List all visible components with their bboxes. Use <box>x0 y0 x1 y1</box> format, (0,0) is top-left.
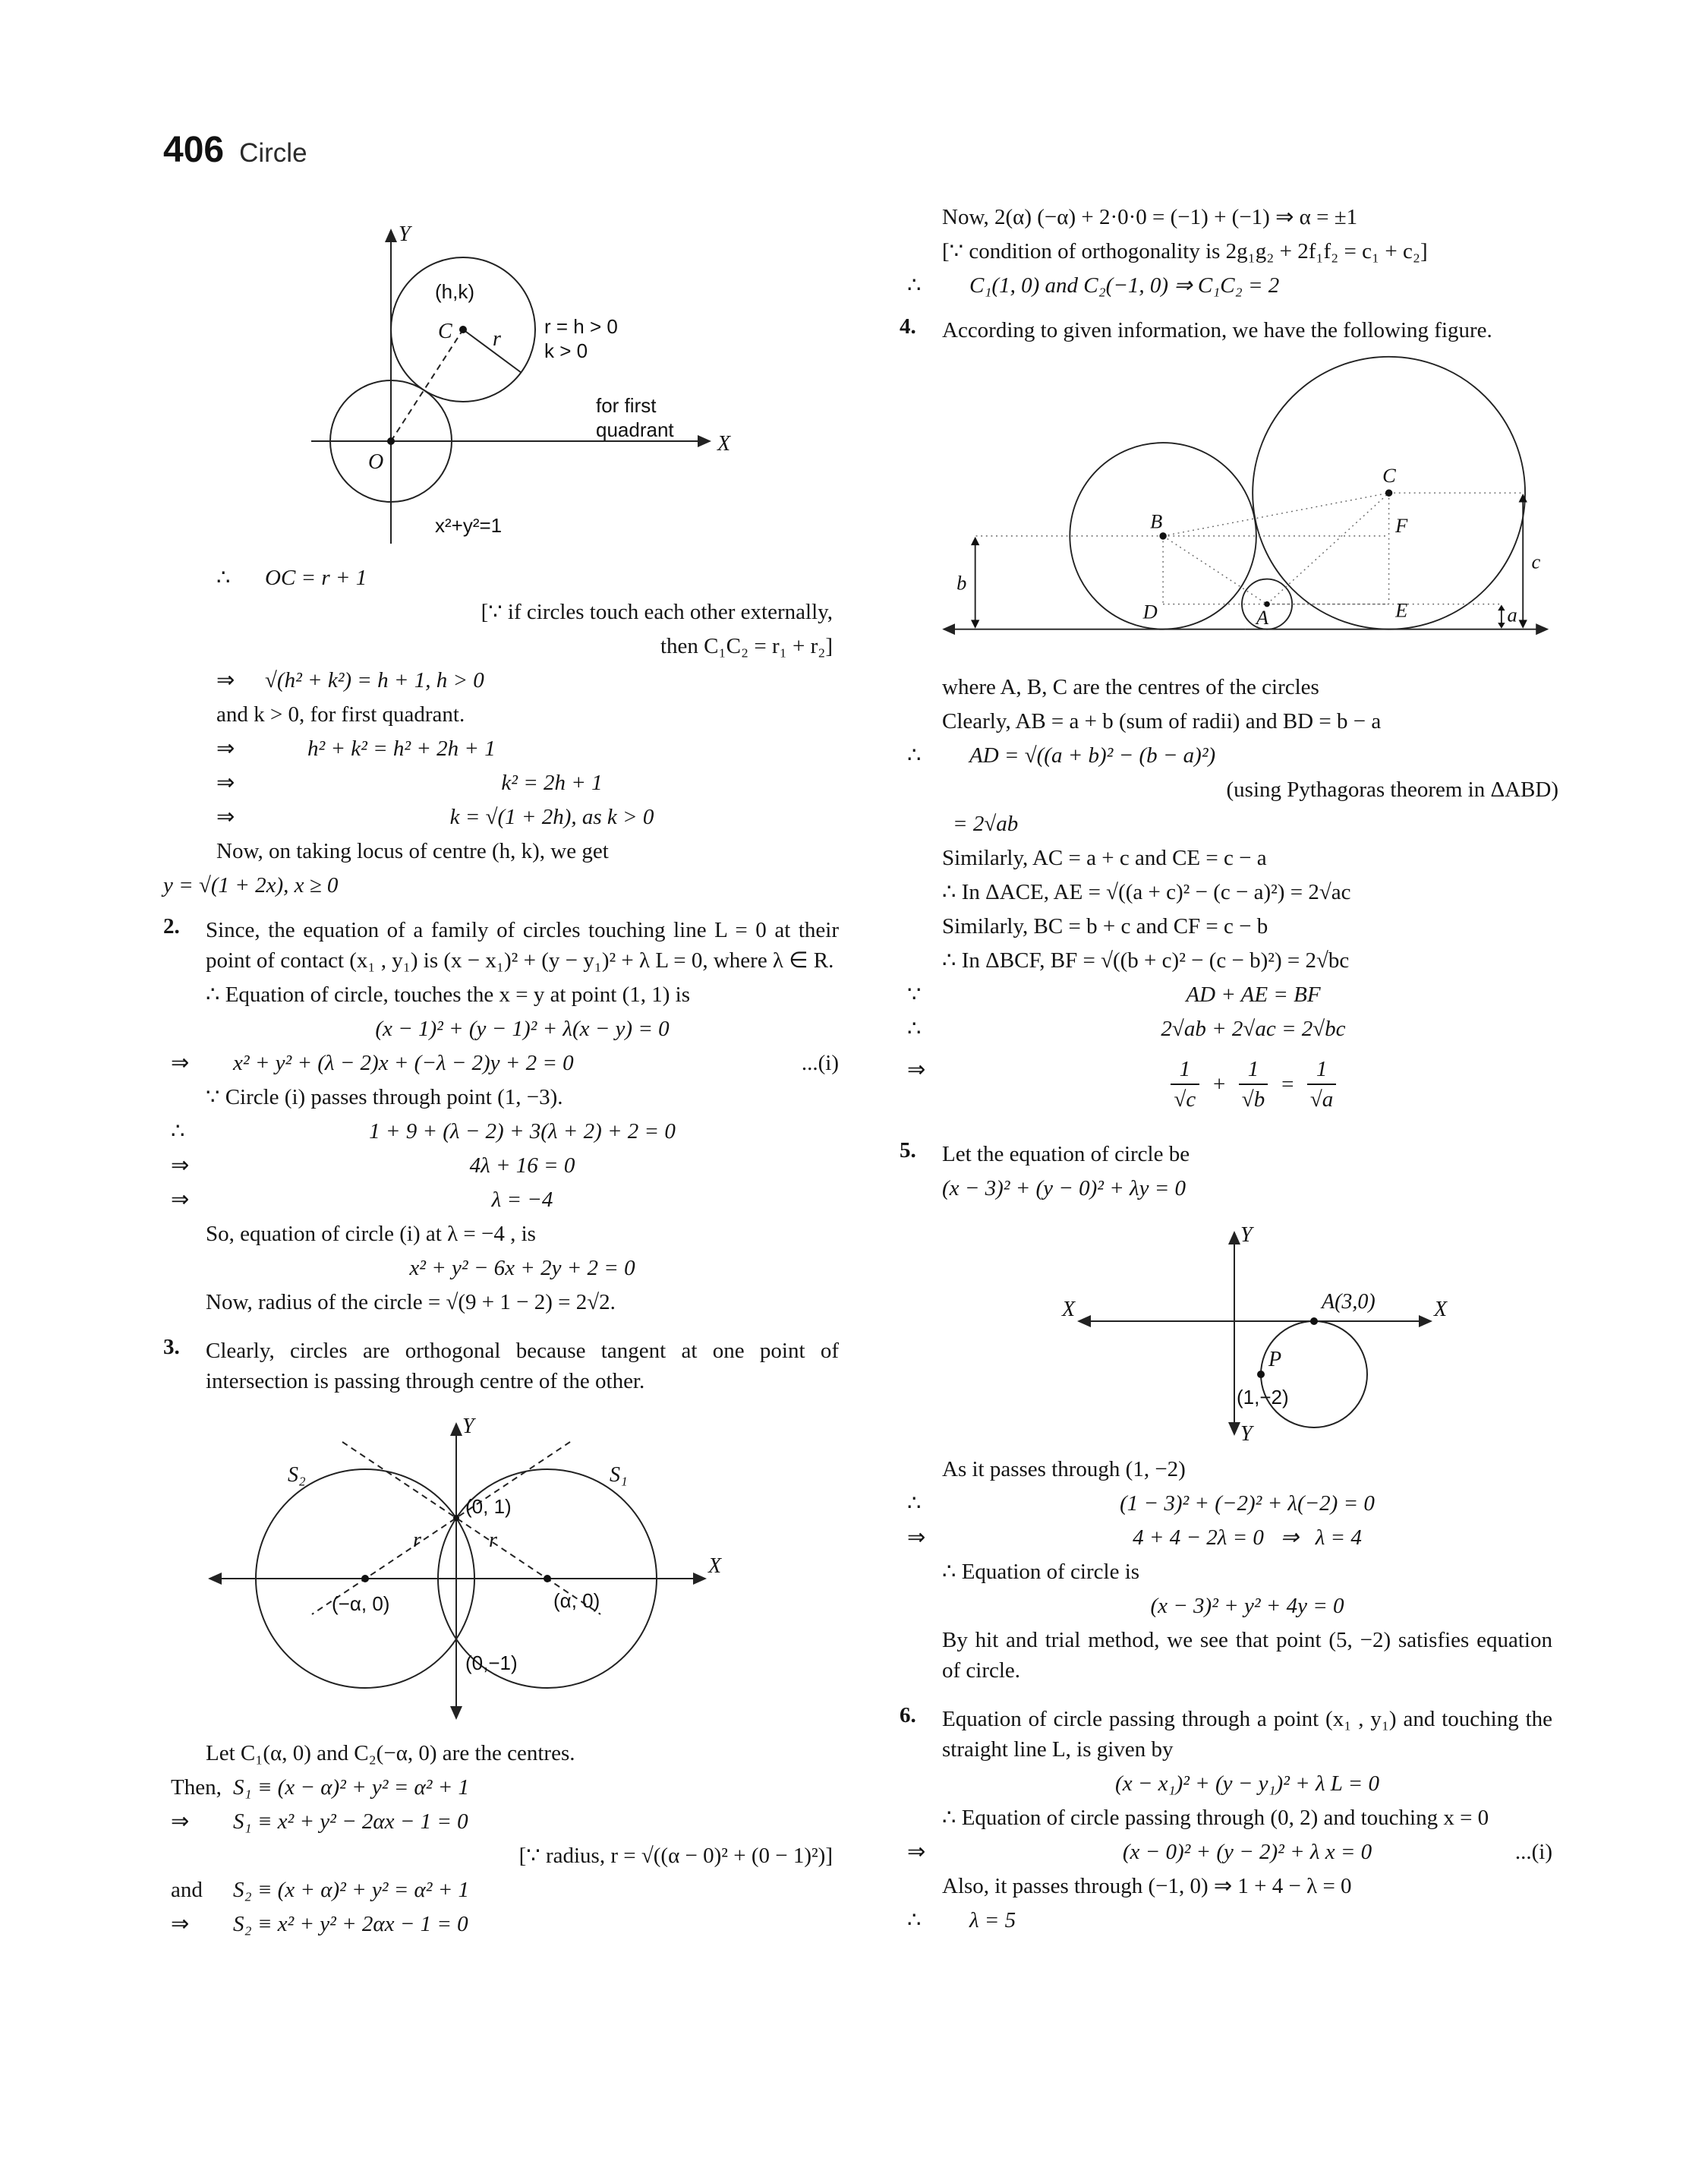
paragraph: ∴ Equation of circle passing through (0, 2) and touching x = 0 <box>942 1806 1489 1830</box>
arrow-a-top <box>1498 605 1505 611</box>
note-first-line: for first <box>596 394 657 417</box>
equation-line <box>216 665 839 696</box>
therefore-marker: ∴ <box>907 1017 922 1041</box>
fraction <box>1307 1055 1337 1114</box>
problem-5 <box>900 1135 1552 1689</box>
y-top-label: Y <box>1240 1223 1253 1247</box>
label-radius-b: b <box>956 571 967 595</box>
paragraph: Clearly, AB = a + b (sum of radii) and BD = b − a <box>942 709 1382 733</box>
centre-coords-label: (h,k) <box>435 280 474 303</box>
problem-2-number: 2. <box>163 914 180 939</box>
point-p-coords: (1,−2) <box>1237 1386 1289 1409</box>
equation-text: AD = √((a + b)² − (b − a)²) <box>969 743 1216 768</box>
denominator: √b <box>1241 1087 1265 1112</box>
centre-c1-dot <box>544 1575 551 1582</box>
s1-label: S₁ <box>610 1463 628 1487</box>
text-line: Now, 2(α) (−α) + 2·0·0 = (−1) + (−1) ⇒ α = ±1 <box>942 205 1358 229</box>
y-bottom-label: Y <box>1240 1422 1253 1446</box>
problem-6 <box>900 1700 1552 1939</box>
equation-text: (1 − 3)² + (−2)² + λ(−2) = 0 <box>1120 1491 1375 1516</box>
implies-marker: ⇒ <box>171 1188 190 1212</box>
centre-c-dot <box>459 326 467 333</box>
condition-r-label: r = h > 0 <box>544 315 618 338</box>
text-line: and k > 0, for first quadrant. <box>216 702 465 727</box>
problem-3-number: 3. <box>163 1335 180 1359</box>
plus-operator: + <box>1212 1072 1227 1096</box>
origin-dot <box>387 437 395 445</box>
equation-line <box>216 563 839 593</box>
problem-4-number: 4. <box>900 314 916 339</box>
fraction <box>1171 1055 1200 1114</box>
equation-text: S₂ ≡ (x + α)² + y² = α² + 1 <box>233 1878 470 1902</box>
arrow-c-bottom <box>1519 620 1527 628</box>
solution-1-lines <box>216 563 839 866</box>
equation-line <box>907 1014 1565 1044</box>
point-a-label: A(3,0) <box>1322 1290 1376 1314</box>
therefore-marker: ∴ <box>171 1119 185 1144</box>
point-0-1-label: (0, 1) <box>465 1495 512 1518</box>
equation-line <box>171 1116 839 1147</box>
label-radius-a: a <box>1507 603 1517 626</box>
equation-line <box>907 1905 1552 1935</box>
therefore-marker: ∴ <box>907 1491 922 1516</box>
left-column <box>163 198 839 1943</box>
equation-text: AD + AE = BF <box>1186 983 1321 1007</box>
implies-marker: ⇒ <box>907 1840 926 1864</box>
paragraph: Now, radius of the circle = √(9 + 1 − 2) = 2√2. <box>206 1290 616 1314</box>
point-p-dot <box>1257 1371 1265 1378</box>
page-header <box>163 129 1636 171</box>
equation-text: 2√ab + 2√ac = 2√bc <box>1161 1017 1346 1041</box>
equation-text: λ = −4 <box>491 1188 553 1212</box>
label-c-centre: C <box>1382 464 1396 487</box>
equation-line <box>942 1768 1552 1799</box>
equation-text: = 2√ab <box>953 812 1019 836</box>
implies-marker: ⇒ <box>171 1051 190 1075</box>
implies-marker: ⇒ <box>171 1912 190 1936</box>
equation-line <box>216 768 839 798</box>
equation-line <box>216 733 839 764</box>
point-a-dot <box>1310 1317 1318 1325</box>
therefore-marker: ∴ <box>907 743 922 768</box>
therefore-marker: ∴ <box>907 1908 922 1932</box>
equation-line <box>942 809 1565 839</box>
problem-3-body <box>171 1332 839 1943</box>
centre-c2-dot <box>361 1575 369 1582</box>
reason-line: (using Pythagoras theorem in ΔABD) <box>1226 778 1558 802</box>
origin-label: O <box>368 450 384 474</box>
and-marker: and <box>171 1878 203 1902</box>
problem-3 <box>163 1332 839 1943</box>
equation-text: x² + y² + (λ − 2)x + (−λ − 2)y + 2 = 0 <box>233 1051 574 1075</box>
equation-text: (x − 3)² + y² + 4y = 0 <box>1150 1594 1344 1618</box>
equation-line <box>216 802 839 832</box>
implies-marker: ⇒ <box>216 805 235 829</box>
point-p-label: P <box>1268 1348 1282 1371</box>
equation-line <box>171 1909 839 1939</box>
label-d-point: D <box>1142 600 1158 623</box>
denominator: √a <box>1309 1087 1334 1112</box>
numerator: 1 <box>1239 1055 1268 1085</box>
problem-4-body <box>907 311 1565 1125</box>
fraction-row <box>942 1055 1565 1114</box>
note-second-line: quadrant <box>596 418 674 441</box>
equation-line <box>206 1014 839 1044</box>
figure-orthogonal-circles <box>191 1404 722 1730</box>
problem-4 <box>900 311 1558 1125</box>
equals-operator: = <box>1280 1072 1295 1096</box>
right-column <box>900 198 1558 1943</box>
equation-text: h² + k² = h² + 2h + 1 <box>307 737 496 761</box>
denominator: √c <box>1174 1087 1196 1112</box>
arrow-c-top <box>1519 494 1527 502</box>
radius-label: r <box>493 327 501 351</box>
problem-2 <box>163 911 839 1321</box>
reason-line-2: then C₁C₂ = r₁ + r₂] <box>660 634 833 658</box>
figure-circle-through-point <box>1056 1211 1451 1446</box>
equation-line <box>171 1185 839 1215</box>
paragraph: Let C₁(α, 0) and C₂(−α, 0) are the centres. <box>206 1741 575 1765</box>
equation-text: OC = r + 1 <box>265 566 367 590</box>
radius-left-label: r <box>413 1528 421 1552</box>
label-a-centre: A <box>1256 606 1269 629</box>
fraction-equation <box>907 1055 1565 1114</box>
equation-text: S₁ ≡ (x − α)² + y² = α² + 1 <box>233 1775 470 1800</box>
paragraph: Let the equation of circle be <box>942 1142 1190 1166</box>
equation-line <box>907 270 1552 301</box>
equation-line <box>171 1048 839 1078</box>
problem-6-number: 6. <box>900 1703 916 1727</box>
fraction <box>1239 1055 1268 1114</box>
problem-5-body <box>907 1135 1552 1689</box>
equation-line <box>907 1837 1552 1867</box>
line-oc <box>391 330 463 441</box>
equation-text: S₂ ≡ x² + y² + 2αx − 1 = 0 <box>233 1912 468 1936</box>
x-axis-label: X <box>708 1554 722 1578</box>
radius-right-label: r <box>489 1528 497 1552</box>
equation-line <box>171 1806 839 1837</box>
centre-c-dot <box>1385 490 1392 497</box>
implies-marker: ⇒ <box>171 1809 190 1834</box>
equation-line <box>942 1591 1552 1621</box>
x-axis-label: X <box>717 432 731 456</box>
equation-text: k² = 2h + 1 <box>501 771 603 795</box>
paragraph: ∴ Equation of circle is <box>942 1560 1140 1584</box>
equation-text: (x − 1)² + (y − 1)² + λ(x − y) = 0 <box>375 1017 670 1041</box>
problem-6-body <box>907 1700 1552 1939</box>
equation-text: (x − x₁)² + (y − y₁)² + λ L = 0 <box>1115 1771 1379 1796</box>
equation-line <box>171 1772 839 1803</box>
equation-text: x² + y² − 6x + 2y + 2 = 0 <box>409 1256 635 1280</box>
equation-text: C₁(1, 0) and C₂(−1, 0) ⇒ C₁C₂ = 2 <box>969 273 1280 298</box>
equation-text: (x − 0)² + (y − 2)² + λ x = 0 <box>1122 1840 1372 1864</box>
y-axis-label: Y <box>462 1415 474 1438</box>
equation-line <box>907 1488 1552 1519</box>
two-column-layout <box>163 198 1636 1943</box>
implies-marker: ⇒ <box>171 1153 190 1178</box>
equation-text: S₁ ≡ x² + y² − 2αx − 1 = 0 <box>233 1809 468 1834</box>
paragraph: ∴ In ΔBCF, BF = √((b + c)² − (c − b)²) = 2√bc <box>942 948 1350 973</box>
equation-ref: ...(i) <box>1514 1840 1552 1864</box>
centre-b-dot <box>1159 532 1166 539</box>
equation-line <box>907 980 1565 1010</box>
equation-line <box>907 740 1565 771</box>
paragraph: As it passes through (1, −2) <box>942 1457 1186 1481</box>
condition-k-label: k > 0 <box>544 339 588 362</box>
paragraph: ∴ In ΔACE, AE = √((a + c)² − (c − a)²) = 2√ac <box>942 880 1351 904</box>
equation-line <box>907 1522 1552 1553</box>
implies-marker: ⇒ <box>907 1058 926 1082</box>
y-axis-label: Y <box>399 222 411 246</box>
then-marker: Then, <box>171 1775 222 1800</box>
arrow-a-bottom <box>1498 623 1505 629</box>
paragraph: Similarly, AC = a + c and CE = c − a <box>942 846 1267 870</box>
arrow-b-top <box>971 537 979 545</box>
label-e-point: E <box>1395 598 1408 622</box>
figure-first-quadrant-circles <box>277 206 763 555</box>
page-number: 406 <box>163 130 225 170</box>
equation-text: (x − 3)² + (y − 0)² + λy = 0 <box>942 1176 1186 1200</box>
paragraph: Clearly, circles are orthogonal because tangent at one point of intersection is passing through centre of the other. <box>206 1339 839 1393</box>
equation-text: k = √(1 + 2h), as k > 0 <box>449 805 654 829</box>
label-radius-c: c <box>1531 550 1541 573</box>
therefore-marker: ∴ <box>907 273 922 298</box>
reason-line: [∵ radius, r = √((α − 0)² + (0 − 1)²)] <box>518 1844 833 1868</box>
implies-marker: ⇒ <box>216 668 235 692</box>
solution-circle <box>1261 1321 1367 1427</box>
therefore-marker: ∴ <box>216 566 231 590</box>
because-marker: ∵ <box>907 983 922 1007</box>
problem-2-body <box>171 911 839 1321</box>
centre-neg-alpha-label: (−α, 0) <box>332 1592 390 1615</box>
paragraph: By hit and trial method, we see that point (5, −2) satisfies equation of circle. <box>942 1628 1552 1683</box>
chapter-title: Circle <box>239 138 307 168</box>
paragraph: Equation of circle passing through a point (x₁ , y₁) and touching the straight line L, is given by <box>942 1707 1552 1762</box>
equation-text: √(h² + k²) = h + 1, h > 0 <box>265 668 484 692</box>
paragraph: Also, it passes through (−1, 0) ⇒ 1 + 4 − λ = 0 <box>942 1874 1352 1898</box>
paragraph: Similarly, BC = b + c and CF = c − b <box>942 914 1268 939</box>
intersection-dot <box>453 1515 459 1521</box>
paragraph: ∴ Equation of circle, touches the x = y at point (1, 1) is <box>206 983 691 1007</box>
centre-c-label: C <box>438 320 452 343</box>
centre-alpha-label: (α, 0) <box>553 1589 600 1612</box>
paragraph: According to given information, we have the following figure. <box>942 318 1492 342</box>
paragraph: Since, the equation of a family of circles touching line L = 0 at their point of contact (x₁ , y₁) is (x − x₁)² + (y − y₁)² + λ L = 0, where λ ∈ R. <box>206 918 839 973</box>
equation-text: 4λ + 16 = 0 <box>469 1153 575 1178</box>
solution-3-continued <box>907 202 1552 301</box>
equation-text: 4 + 4 − 2λ = 0 ⇒ λ = 4 <box>1133 1525 1362 1550</box>
tangent-line-2 <box>312 1442 570 1614</box>
figure-three-tangent-circles <box>919 353 1565 664</box>
equation-line <box>206 1253 839 1283</box>
paragraph: So, equation of circle (i) at λ = −4 , is <box>206 1222 536 1246</box>
paragraph: ∵ Circle (i) passes through point (1, −3). <box>206 1085 563 1109</box>
label-f-point: F <box>1395 514 1408 538</box>
implies-marker: ⇒ <box>216 737 235 761</box>
label-b-centre: B <box>1150 509 1163 533</box>
unit-circle-equation: x²+y²=1 <box>435 514 503 537</box>
equation-text: λ = 5 <box>969 1908 1016 1932</box>
problem-5-number: 5. <box>900 1138 916 1162</box>
segment-ba <box>1163 536 1267 604</box>
x-right-label: X <box>1434 1298 1448 1321</box>
numerator: 1 <box>1171 1055 1200 1085</box>
paragraph: where A, B, C are the centres of the circles <box>942 675 1319 699</box>
equation-line <box>171 1875 839 1905</box>
equation-text: 1 + 9 + (λ − 2) + 3(λ + 2) + 2 = 0 <box>369 1119 676 1144</box>
equation-line <box>942 1173 1552 1203</box>
implies-marker: ⇒ <box>216 771 235 795</box>
equation-line <box>171 1150 839 1181</box>
locus-equation: y = √(1 + 2x), x ≥ 0 <box>163 873 339 897</box>
implies-marker: ⇒ <box>907 1525 926 1550</box>
numerator: 1 <box>1307 1055 1337 1085</box>
reason-line-1: [∵ if circles touch each other externally, <box>481 600 833 624</box>
text-line: Now, on taking locus of centre (h, k), we get <box>216 839 609 863</box>
arrow-b-bottom <box>971 620 979 628</box>
reason-line: [∵ condition of orthogonality is 2g₁g₂ + 2f₁f₂ = c₁ + c₂] <box>942 239 1428 263</box>
s2-label: S₂ <box>288 1463 306 1487</box>
x-left-label: X <box>1062 1298 1076 1321</box>
equation-ref: ...(i) <box>801 1051 839 1075</box>
point-0-neg1-label: (0,−1) <box>465 1651 518 1674</box>
tangent-line-1 <box>342 1442 600 1614</box>
segment-bc <box>1163 493 1389 536</box>
